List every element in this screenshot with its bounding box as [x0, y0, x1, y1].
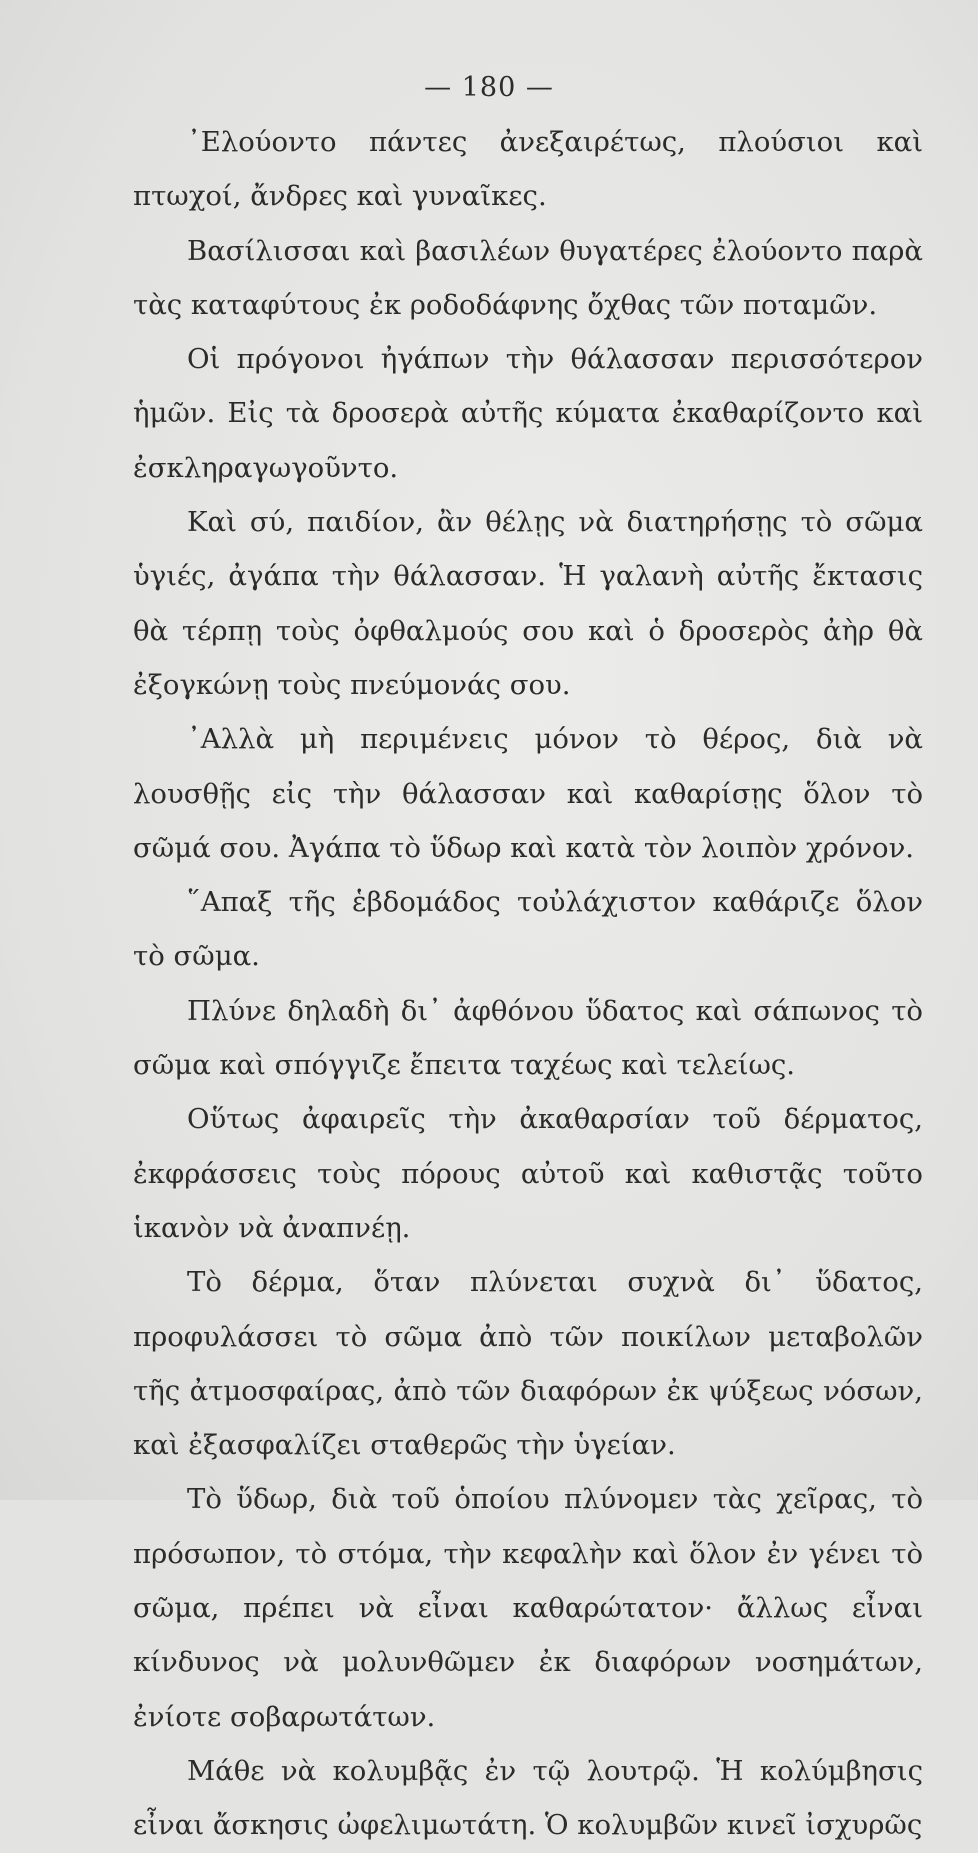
- body-text: [133, 115, 923, 1853]
- paragraph-6: ῞Απαξ τῆς ἑβδομάδος τοὐλάχιστον καθάριζε ὅλον τὸ σῶμα.: [133, 886, 923, 973]
- paragraph-2: Βασίλισσαι καὶ βασιλέων θυγατέρες ἐλούοντο παρὰ τὰς καταφύτους ἐκ ροδοδάφνης ὄχθας τῶν ποταμῶν.: [133, 234, 923, 321]
- paragraph-7: Πλύνε δηλαδὴ δι᾿ ἀφθόνου ὕδατος καὶ σάπωνος τὸ σῶμα καὶ σπόγγιζε ἔπειτα ταχέως καὶ τελείως.: [133, 994, 923, 1082]
- page-number: — 180 —: [424, 72, 554, 103]
- paragraph-3: Οἱ πρόγονοι ἠγάπων τὴν θάλασσαν περισσότερον ἡμῶν. Εἰς τὰ δροσερὰ αὐτῆς κύματα ἐκαθαρίζοντο καὶ ἐσκληραγωγοῦντο.: [133, 343, 923, 484]
- paragraph-8: Οὕτως ἀφαιρεῖς τὴν ἀκαθαρσίαν τοῦ δέρματος, ἐκφράσσεις τοὺς πόρους αὐτοῦ καὶ καθιστᾷς τοῦτο ἱκανὸν νὰ ἀναπνέῃ.: [133, 1103, 923, 1244]
- paragraph-1: ᾿Ελούοντο πάντες ἀνεξαιρέτως, πλούσιοι καὶ πτωχοί, ἄνδρες καὶ γυναῖκες.: [133, 126, 923, 213]
- paragraph-5: ᾿Αλλὰ μὴ περιμένεις μόνον τὸ θέρος, διὰ νὰ λουσθῇς εἰς τὴν θάλασσαν καὶ καθαρίσῃς ὅλον τὸ σῶμά σου. Ἀγάπα τὸ ὕδωρ καὶ κατὰ τὸν λοιπὸν χρόνον.: [133, 723, 923, 864]
- paragraph-11: Μάθε νὰ κολυμβᾷς ἐν τῷ λουτρῷ. Ἡ κολύμβησις εἶναι ἄσκησις ὠφελιμωτάτη. Ὁ κολυμβῶν κινεῖ ἰσχυρῶς: [133, 1754, 923, 1842]
- paragraph-4: Καὶ σύ, παιδίον, ἂν θέλῃς νὰ διατηρήσῃς τὸ σῶμα ὑγιές, ἀγάπα τὴν θάλασσαν. Ἡ γαλανὴ αὐτῆς ἔκτασις θὰ τέρπῃ τοὺς ὀφθαλμούς σου καὶ ὁ δροσερὸς ἀὴρ θὰ ἐξογκώνῃ τοὺς πνεύμονάς σου.: [133, 506, 923, 701]
- paragraph-10: Τὸ ὕδωρ, διὰ τοῦ ὁποίου πλύνομεν τὰς χεῖρας, τὸ πρόσωπον, τὸ στόμα, τὴν κεφαλὴν καὶ ὅλον ἐν γένει τὸ σῶμα, πρέπει νὰ εἶναι καθαρώτατον· ἄλλως εἶναι κίνδυνος νὰ μολυνθῶμεν ἐκ διαφόρων νοσημάτων, ἐνίοτε σοβαρωτάτων.: [133, 1483, 923, 1733]
- paragraph-9: Τὸ δέρμα, ὅταν πλύνεται συχνὰ δι᾿ ὕδατος, προφυλάσσει τὸ σῶμα ἀπὸ τῶν ποικίλων μεταβολῶν τῆς ἀτμοσφαίρας, ἀπὸ τῶν διαφόρων ἐκ ψύξεως νόσων, καὶ ἐξασφαλίζει σταθερῶς τὴν ὑγείαν.: [133, 1266, 923, 1462]
